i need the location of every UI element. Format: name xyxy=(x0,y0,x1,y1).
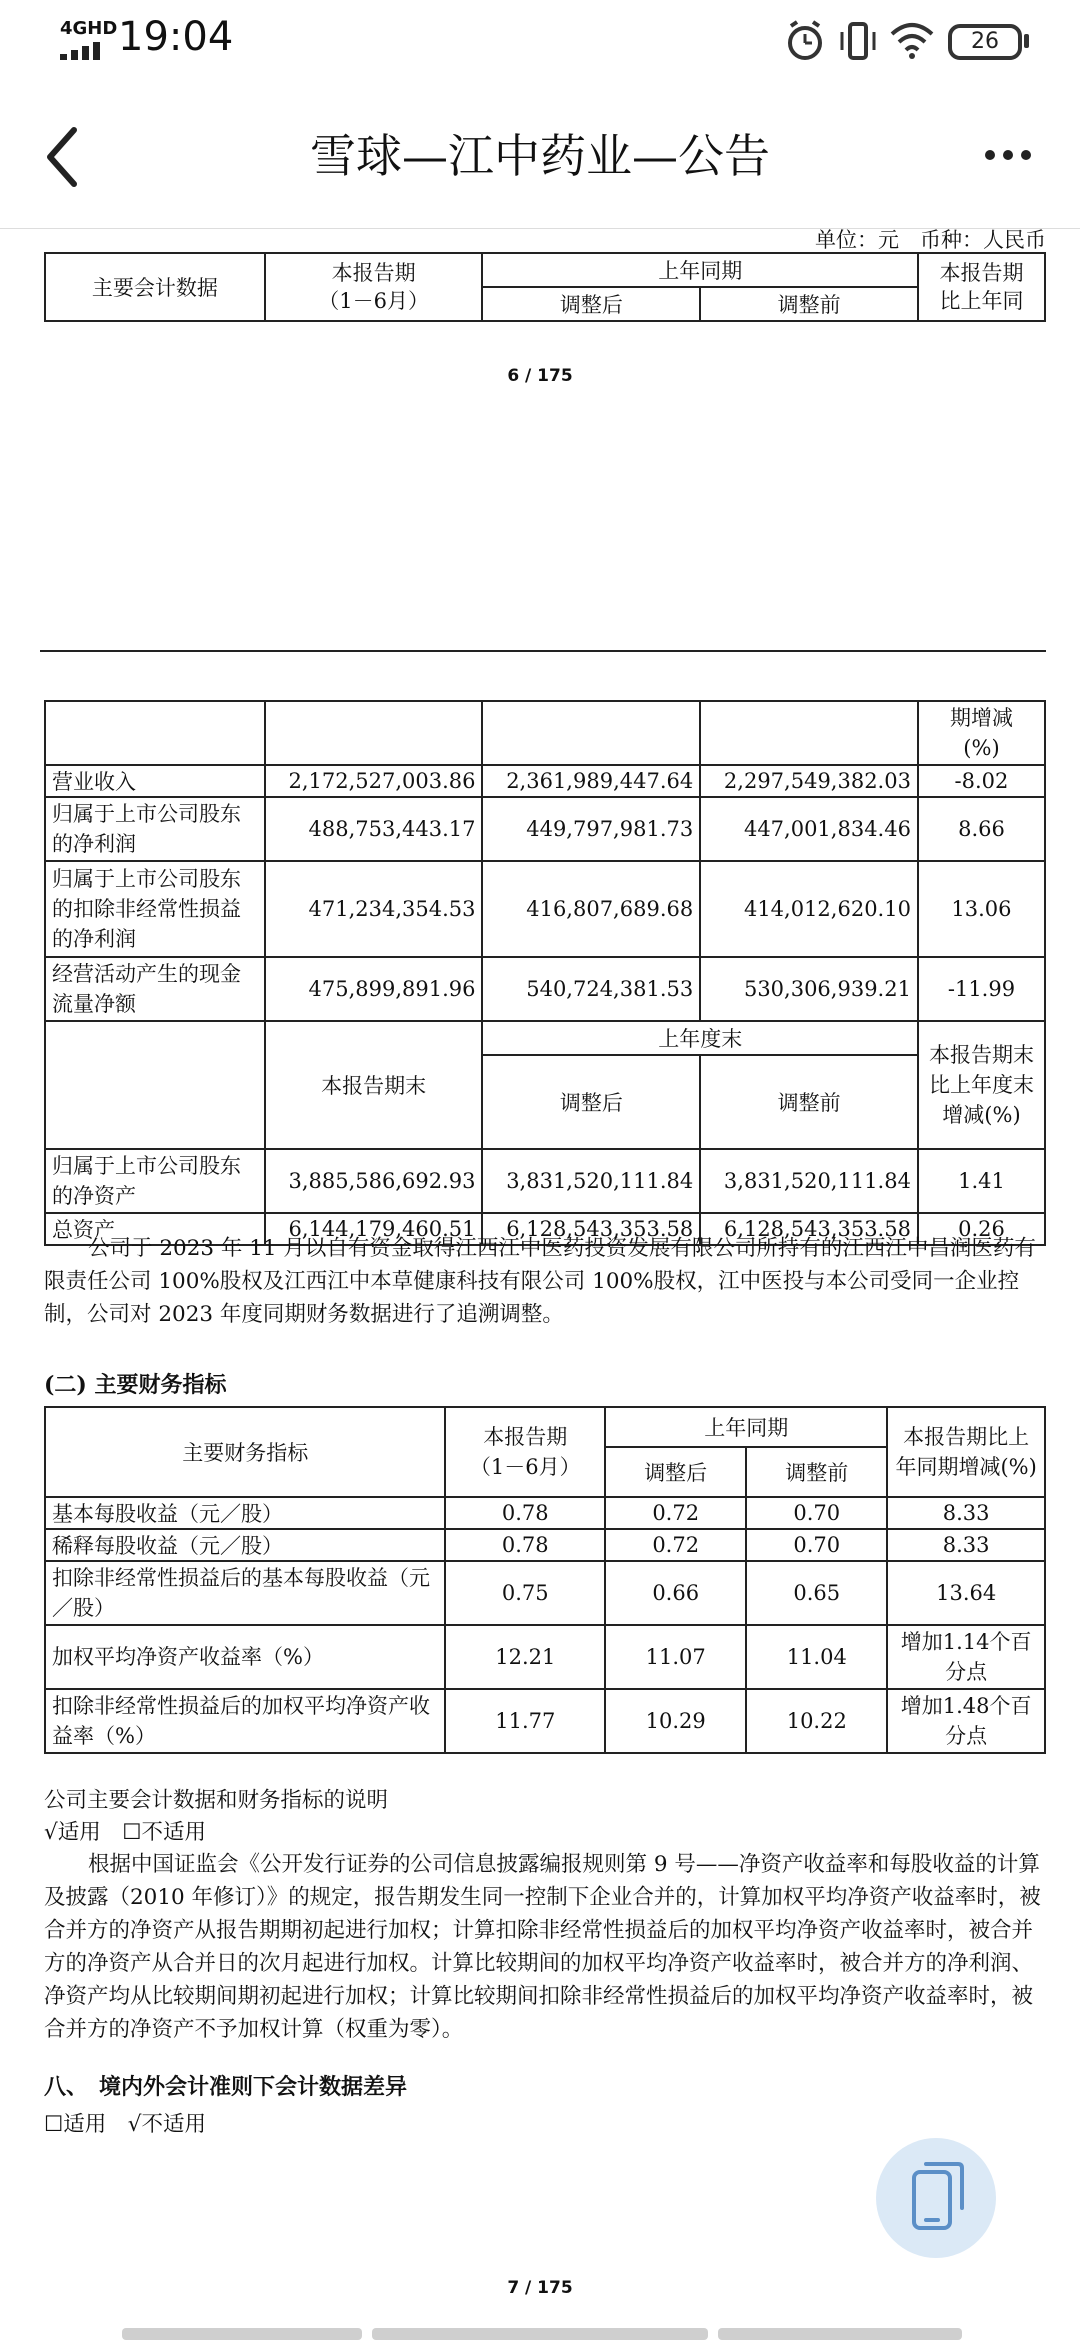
table-row: 总资产 6,144,179,460.51 6,128,543,353.58 6,128,543,353.58 0.26 xyxy=(45,1213,1045,1245)
battery-icon: 26 xyxy=(948,24,1022,60)
col-header-indicator: 主要财务指标 xyxy=(45,1407,445,1497)
explanation-body: 根据中国证监会《公开发行证券的公司信息披露编报规则第 9 号——净资产收益率和每股收益的计算及披露（2010 年修订）》的规定，报告期发生同一控制下企业合并的，计算加权平均净资产收益率时，被合并方的净资产从报告期期初起进行加权；计算扣除非经常性损益后的加权平均净资产收益率时，被合并方的净资产从合并日的次月起进行加权。计算比较期间的加权平均净资产收益率时，被合并方的净利润、净资产均从比较期间期初起进行加权；计算比较期间扣除非经常性损益后的加权平均净资产收益率时，被合并方的净资产不予加权计算（权重为零）。 xyxy=(44,1852,1041,2042)
table-row: 稀释每股收益（元／股） 0.78 0.72 0.70 8.33 xyxy=(45,1529,1045,1561)
table-key-accounting-header xyxy=(44,252,1046,322)
status-bar xyxy=(0,0,1080,90)
page-top-rule xyxy=(40,650,1046,652)
section-title-financial-indicators: (二) 主要财务指标 xyxy=(44,1372,227,1398)
table-key-accounting-data xyxy=(44,700,1046,1246)
scroll-indicator xyxy=(122,2328,362,2340)
unit-line: 单位：元 币种：人民币 xyxy=(815,228,1046,252)
explanation-title: 公司主要会计数据和财务指标的说明 xyxy=(44,1788,389,1813)
table-row: 扣除非经常性损益后的基本每股收益（元／股） 0.75 0.66 0.65 13.64 xyxy=(45,1561,1045,1625)
vibrate-icon xyxy=(838,20,878,62)
col-header-change-3: 本报告期比上年同期增减(%) xyxy=(887,1407,1045,1497)
retroactive-adjustment-note: 公司于 2023 年 11 月以自有资金取得江西江中医药投资发展有限公司所持有的江西江中昌润医药有限责任公司 100%股权及江西江中本草健康科技有限公司 100%股权，江中医投与本公司受同一企业控制，公司对 2023 年度同期财务数据进行了追溯调整。 xyxy=(44,1236,1036,1327)
section-title-gaap-difference: 八、 境内外会计准则下会计数据差异 xyxy=(44,2074,408,2100)
page-title: 雪球—江中药业—公告 xyxy=(310,129,770,183)
phone-switch-icon xyxy=(876,2138,996,2258)
col-header-prev-period: 上年同期 xyxy=(482,253,917,287)
explanation-applicable: √适用 ☐不适用 xyxy=(44,1820,206,1845)
col-header-change-end: 本报告期末比上年度末增减(%) xyxy=(918,1021,1045,1149)
battery-tip xyxy=(1024,34,1029,48)
alarm-icon xyxy=(785,20,825,62)
col-header-adjusted-3: 调整后 xyxy=(605,1447,746,1497)
network-type: 4GHD xyxy=(60,18,118,39)
col-header-current: 本报告期 （1－6月） xyxy=(265,253,483,321)
table-financial-indicators xyxy=(44,1406,1046,1754)
table-row: 归属于上市公司股东的净资产 3,885,586,692.93 3,831,520,111.84 3,831,520,111.84 1.41 xyxy=(45,1149,1045,1213)
table-row: 经营活动产生的现金流量净额 475,899,891.96 540,724,381.53 530,306,939.21 -11.99 xyxy=(45,957,1045,1021)
table-row: 加权平均净资产收益率（%） 12.21 11.07 11.04 增加1.14个百分点 xyxy=(45,1625,1045,1689)
col-header-current-3: 本报告期 （1－6月） xyxy=(445,1407,605,1497)
more-options-icon[interactable] xyxy=(985,150,1035,166)
table-row: 归属于上市公司股东的扣除非经常性损益的净利润 471,234,354.53 416,807,689.68 414,012,620.10 13.06 xyxy=(45,861,1045,957)
table-row: 扣除非经常性损益后的加权平均净资产收益率（%） 11.77 10.29 10.22 增加1.48个百分点 xyxy=(45,1689,1045,1753)
col-header-period-end: 本报告期末 xyxy=(265,1021,483,1149)
scroll-indicator xyxy=(718,2328,962,2340)
col-header-before-2: 调整前 xyxy=(700,1055,918,1149)
col-header-before-adjust: 调整前 xyxy=(700,287,918,321)
scroll-indicator xyxy=(372,2328,708,2340)
col-header-prev-period-3: 上年同期 xyxy=(605,1407,887,1447)
page-number-7: 7 / 175 xyxy=(507,2278,573,2298)
table-row: 归属于上市公司股东的净利润 488,753,443.17 449,797,981.73 447,001,834.46 8.66 xyxy=(45,797,1045,861)
section8-applicable: ☐适用 √不适用 xyxy=(44,2112,206,2137)
col-header-adjusted-2: 调整后 xyxy=(482,1055,700,1149)
col-header-accounting: 主要会计数据 xyxy=(45,253,265,321)
wifi-icon xyxy=(888,20,936,60)
table-row: 基本每股收益（元／股） 0.78 0.72 0.70 8.33 xyxy=(45,1497,1045,1529)
col-header-change-cont: 期增减 (%) xyxy=(918,701,1045,765)
table-row: 营业收入 2,172,527,003.86 2,361,989,447.64 2,297,549,382.03 -8.02 xyxy=(45,765,1045,797)
switch-view-button[interactable] xyxy=(876,2138,996,2258)
clock: 19:04 xyxy=(118,14,234,60)
signal-icon xyxy=(60,40,104,60)
col-header-adjusted: 调整后 xyxy=(482,287,700,321)
col-header-change: 本报告期 比上年同 xyxy=(918,253,1045,321)
col-header-before-3: 调整前 xyxy=(746,1447,887,1497)
page-number-6: 6 / 175 xyxy=(507,366,573,386)
col-header-prev-year-end: 上年度末 xyxy=(482,1021,917,1055)
